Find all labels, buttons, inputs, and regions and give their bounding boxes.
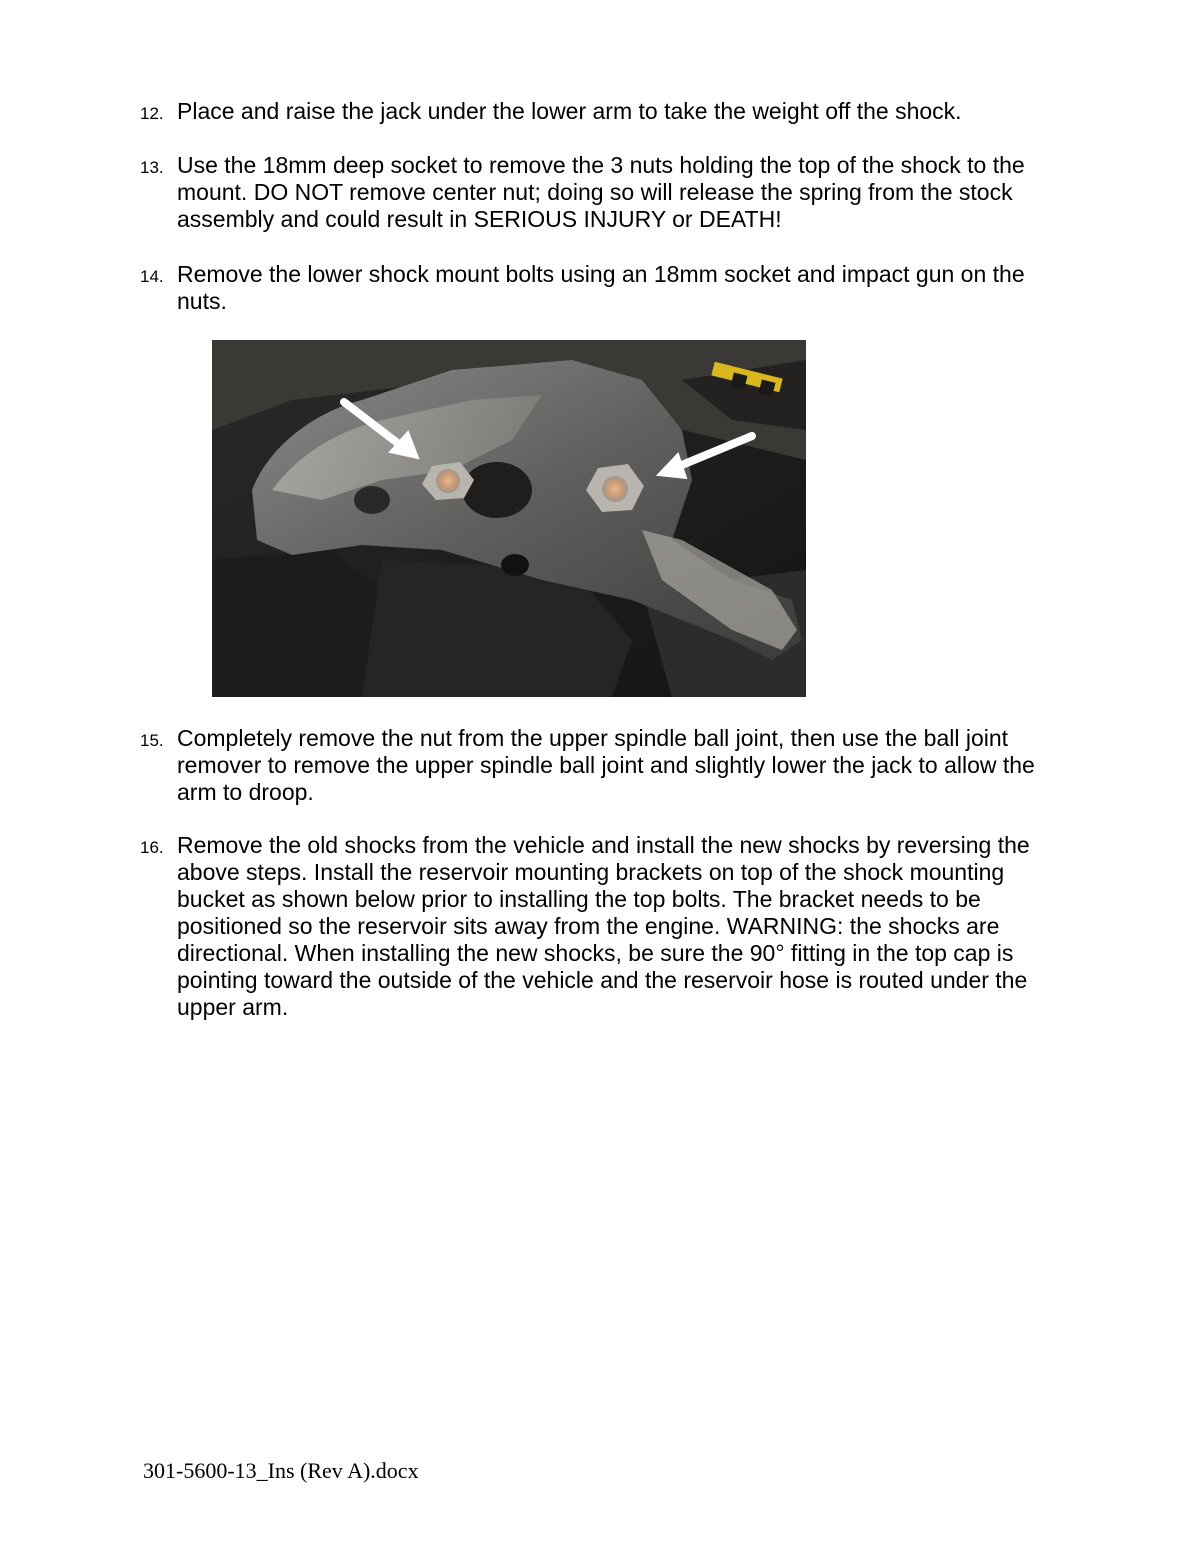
step-text: Completely remove the nut from the upper spindle ball joint, then use the ball joint remover to remove the upper spindle ball joint and slightly lower the jack to allow the arm to droop. xyxy=(177,725,1035,805)
step-12 xyxy=(140,98,1060,127)
step-14 xyxy=(140,261,1060,315)
step-number: 13. xyxy=(140,158,164,177)
step-number: 16. xyxy=(140,838,164,857)
step-13 xyxy=(140,152,1060,233)
step-15 xyxy=(140,725,1060,806)
lower-shock-mount-photo xyxy=(212,340,806,697)
footer-filename: 301-5600-13_Ins (Rev A).docx xyxy=(143,1458,419,1483)
step-number: 15. xyxy=(140,731,164,750)
step-number: 14. xyxy=(140,267,164,286)
step-text: Use the 18mm deep socket to remove the 3 nuts holding the top of the shock to the mount. DO NOT remove center nut; doing so will release the spring from the stock assembly and could result in SERIOUS INJURY or DEATH! xyxy=(177,152,1025,232)
step-text: Remove the lower shock mount bolts using an 18mm socket and impact gun on the nuts. xyxy=(177,261,1025,314)
step-16 xyxy=(140,832,1060,1021)
step-number: 12. xyxy=(140,104,164,123)
step-text: Place and raise the jack under the lower arm to take the weight off the shock. xyxy=(177,98,962,124)
step-text: Remove the old shocks from the vehicle and install the new shocks by reversing the above steps. Install the reservoir mounting brackets on top of the shock mounting bucket as shown below prior to installing the top bolts. The bracket needs to be positioned so the reservoir sits away from the engine. WARNING: the shocks are directional. When installing the new shocks, be sure the 90° fitting in the top cap is pointing toward the outside of the vehicle and the reservoir hose is routed under the upper arm. xyxy=(177,832,1030,1020)
